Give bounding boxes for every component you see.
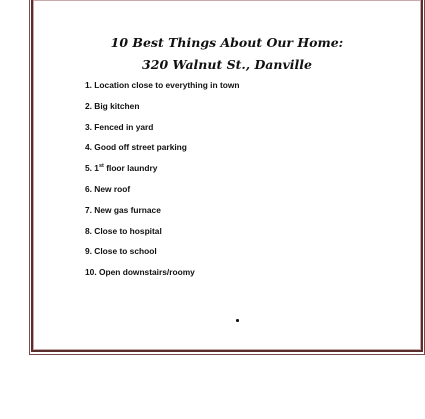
document-address: 320 Walnut St., Danville: [142, 57, 312, 72]
document-frame: [31, 0, 423, 352]
list-item: 3. Fenced in yard: [85, 121, 154, 132]
list-item: 7. New gas furnace: [85, 204, 161, 215]
list-item: 6. New roof: [85, 183, 131, 194]
bullet-dot: [236, 319, 239, 322]
list-item: 8. Close to hospital: [85, 225, 162, 236]
list-item-prefix: 5. 1: [85, 163, 99, 174]
list-item: 2. Big kitchen: [85, 100, 140, 111]
list-item: 4. Good off street parking: [85, 142, 187, 153]
list-item: 10. Open downstairs/roomy: [85, 267, 195, 278]
best-things-list: [85, 79, 240, 287]
list-item: 1. Location close to everything in town: [85, 80, 240, 90]
list-item-superscript: st: [98, 163, 104, 170]
list-item: [85, 162, 240, 183]
list-item: 9. Close to school: [85, 246, 157, 257]
document-title: 10 Best Things About Our Home:: [110, 35, 344, 50]
list-item-suffix: floor laundry: [103, 163, 158, 174]
